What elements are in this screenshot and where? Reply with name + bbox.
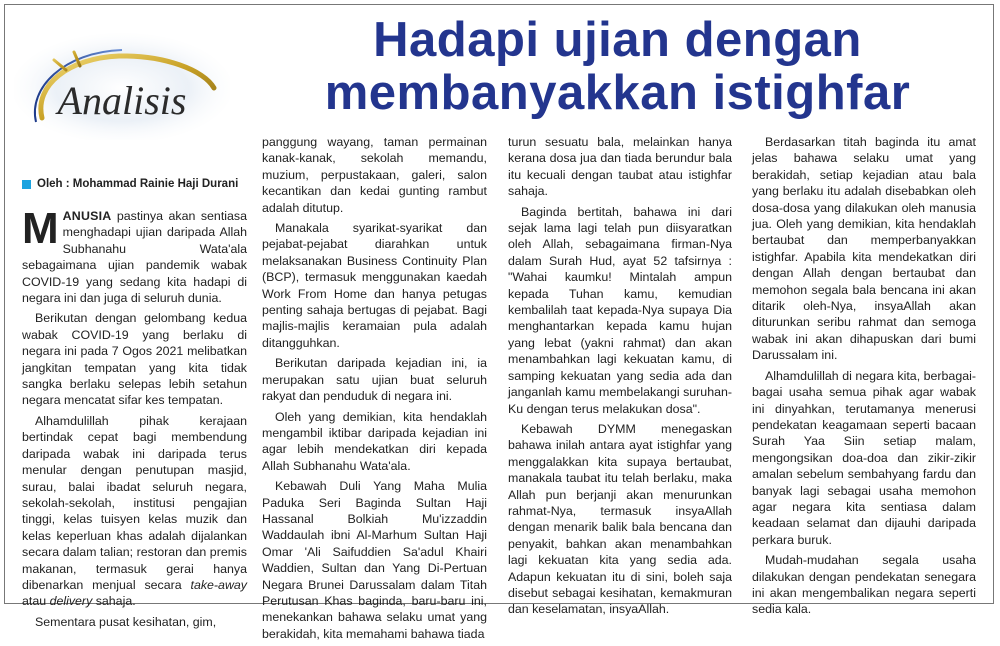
paragraph: Sementara pusat kesihatan, gim, [35,614,217,629]
lead-caps: ANUSIA [62,209,112,223]
paragraph: Kebawah Duli Yang Maha Mulia Paduka Seri Baginda Sultan Haji Hassanal Bolkiah Mu'izzaddin Waddaulah ibni Al-Marhum Sultan Haji Omar 'Ali Saifuddien Sa'adul Khairi Waddien, Sultan dan Yang Di-Pertuan Negara Brunei Darussalam dalam Titah Perutusan Khas baginda, baru-baru ini, menekankan bahawa selaku umat yang berakidah, kita memahami bahawa tiada [262,479,487,641]
paragraph: Berikutan dengan gelombang kedua wabak COVID-19 yang berlaku di negara ini pada 7 Ogos 2021 melibatkan jangkitan tempatan yang kita tidak sangka berlaku selepas lebih setahun negara mencatat sifar kes tempatan. [22,311,247,408]
column-2 [262,134,487,646]
paragraph: Baginda bertitah, bahawa ini dari sejak lama lagi telah pun diisyaratkan oleh Allah, sebagaimana firman-Nya dalam Surah Hud, ayat 52 tafsirnya : "Wahai kaumku! Mintalah ampun kepada Tuhan kamu, kemudian kembalilah taat kepada-Nya supaya Dia menghantarkan kepada kamu hujan yang lebat (yakni rahmat) dan akan menambahkan lagi kekuatan kamu, di samping kekuatan yang sedia ada dan janganlah kamu membelakangi suruhan-Ku dengan terus melakukan dosa". [508,204,732,416]
paragraph: Manakala syarikat-syarikat dan pejabat-pejabat diarahkan untuk melaksanakan Business Continuity Plan (BCP), termasuk menggunakan kaedah Work From Home dan hanya petugas penting sahaja bertugas di pejabat. Bagi majlis-majlis keramaian pula adalah ditangguhkan. [262,221,487,350]
headline-line1: Hadapi ujian dengan [373,13,862,67]
paragraph: Oleh yang demikian, kita hendaklah mengambil iktibar daripada kejadian ini agar lebih mendekatkan diri kepada Allah Subhanahu Wata'ala. [262,409,487,473]
analisis-logo [14,30,230,140]
paragraph: Berdasarkan titah baginda itu amat jelas bahawa selaku umat yang berakidah, setiap kejadian atau bala yang berlaku itu adalah disebabkan oleh dosa-dosa yang dilakukan oleh manusia jua. Oleh yang demikian, kita hendaklah bertaubat dan memperbanyakkan istighfar. Apabila kita mendekatkan diri dengan Allah dengan bertaubat dan memohon segala bala bencana ini akan ditarik oleh-Nya, insyaAllah akan diturunkan seribu rahmat dan semoga wabak ini akan dihapuskan dari bumi Darussalam ini. [752,135,976,363]
column-3 [508,134,732,622]
byline-text: Oleh : Mohammad Rainie Haji Durani [37,178,239,190]
paragraph: panggung wayang, taman permainan kanak-kanak, sekolah memandu, muzium, perpustakaan, galeri, salon kecantikan dan kedai gunting rambut adalah ditutup. [262,135,487,215]
headline [240,14,995,120]
headline-line2: membanyakkan istighfar [324,66,911,120]
byline-square-icon [22,180,31,189]
paragraph-text: atau [22,594,50,609]
italic-text: take-away [190,577,247,592]
paragraph-text: sahaja. [92,594,136,609]
paragraph: Kebawah DYMM menegaskan bahawa inilah antara ayat istighfar yang menggalakkan kita supaya bertaubat, manakala taubat itu telah berlaku, maka Allah pun berjanji akan menurunkan rahmat-Nya, termasuk insyaAllah dengan menarik balik bala bencana dan penyakit, bahkan akan menambahkan lagi kekuatan kita yang sedia ada. Adapun kekuatan itu di sini, boleh saja disebut sebagai kesihatan, kemakmuran dan keselamatan, insyaAllah. [508,421,732,617]
paragraph: turun sesuatu bala, melainkan hanya kerana dosa jua dan tiada berundur bala itu kecuali dengan taubat atau istighfar sahaja. [508,135,732,199]
paragraph: Berikutan daripada kejadian ini, ia merupakan satu ujian buat seluruh rakyat dan penduduk di negara ini. [262,356,487,404]
paragraph-text: pastinya akan sentiasa menghadapi ujian daripada Allah Subhanahu Wata'ala sebagaimana ujian pandemik wabak COVID-19 yang sedang kita hadapi di negara ini dan juga di seluruh dunia. [22,209,247,306]
svg-text:Analisis: Analisis [57,78,187,123]
dropcap: M [22,204,59,253]
column-4 [752,134,976,622]
paragraph [22,204,247,306]
paragraph: Alhamdulillah di negara kita, berbagai-bagai usaha semua pihak agar wabak ini dinyahkan, terutamanya menerusi pendekatan keagamaan seperti bacaan Surah Yaa Siin setiap malam, mengongsikan doa-doa dan zikir-zikir amalan sebelum sembahyang fardu dan banyak lagi sebagai usaha memohon agar negara kita sentiasa dalam keadaan selamat dan dijauhi daripada perkara buruk. [752,368,976,547]
column-1 [22,204,247,634]
paragraph [22,413,247,610]
byline [22,178,238,190]
paragraph: Mudah-mudahan segala usaha dilakukan dengan pendekatan senegara ini akan mengembalikan negara seperti sedia kala. [752,553,976,617]
paragraph-text: Alhamdulillah pihak kerajaan bertindak cepat bagi membendung daripada wabak ini daripada terus menular dengan penutupan masjid, surau, balai ibadat seluruh negara, sekolah-sekolah, institusi pengajian tinggi, kelas tuisyen kelas muzik dan kelas keperluan khas adalah dijalankan secara dalam talian; restoran dan premis makanan, termasuk gerai hanya dibenarkan menjual secara [22,413,247,592]
italic-text: delivery [49,594,93,609]
